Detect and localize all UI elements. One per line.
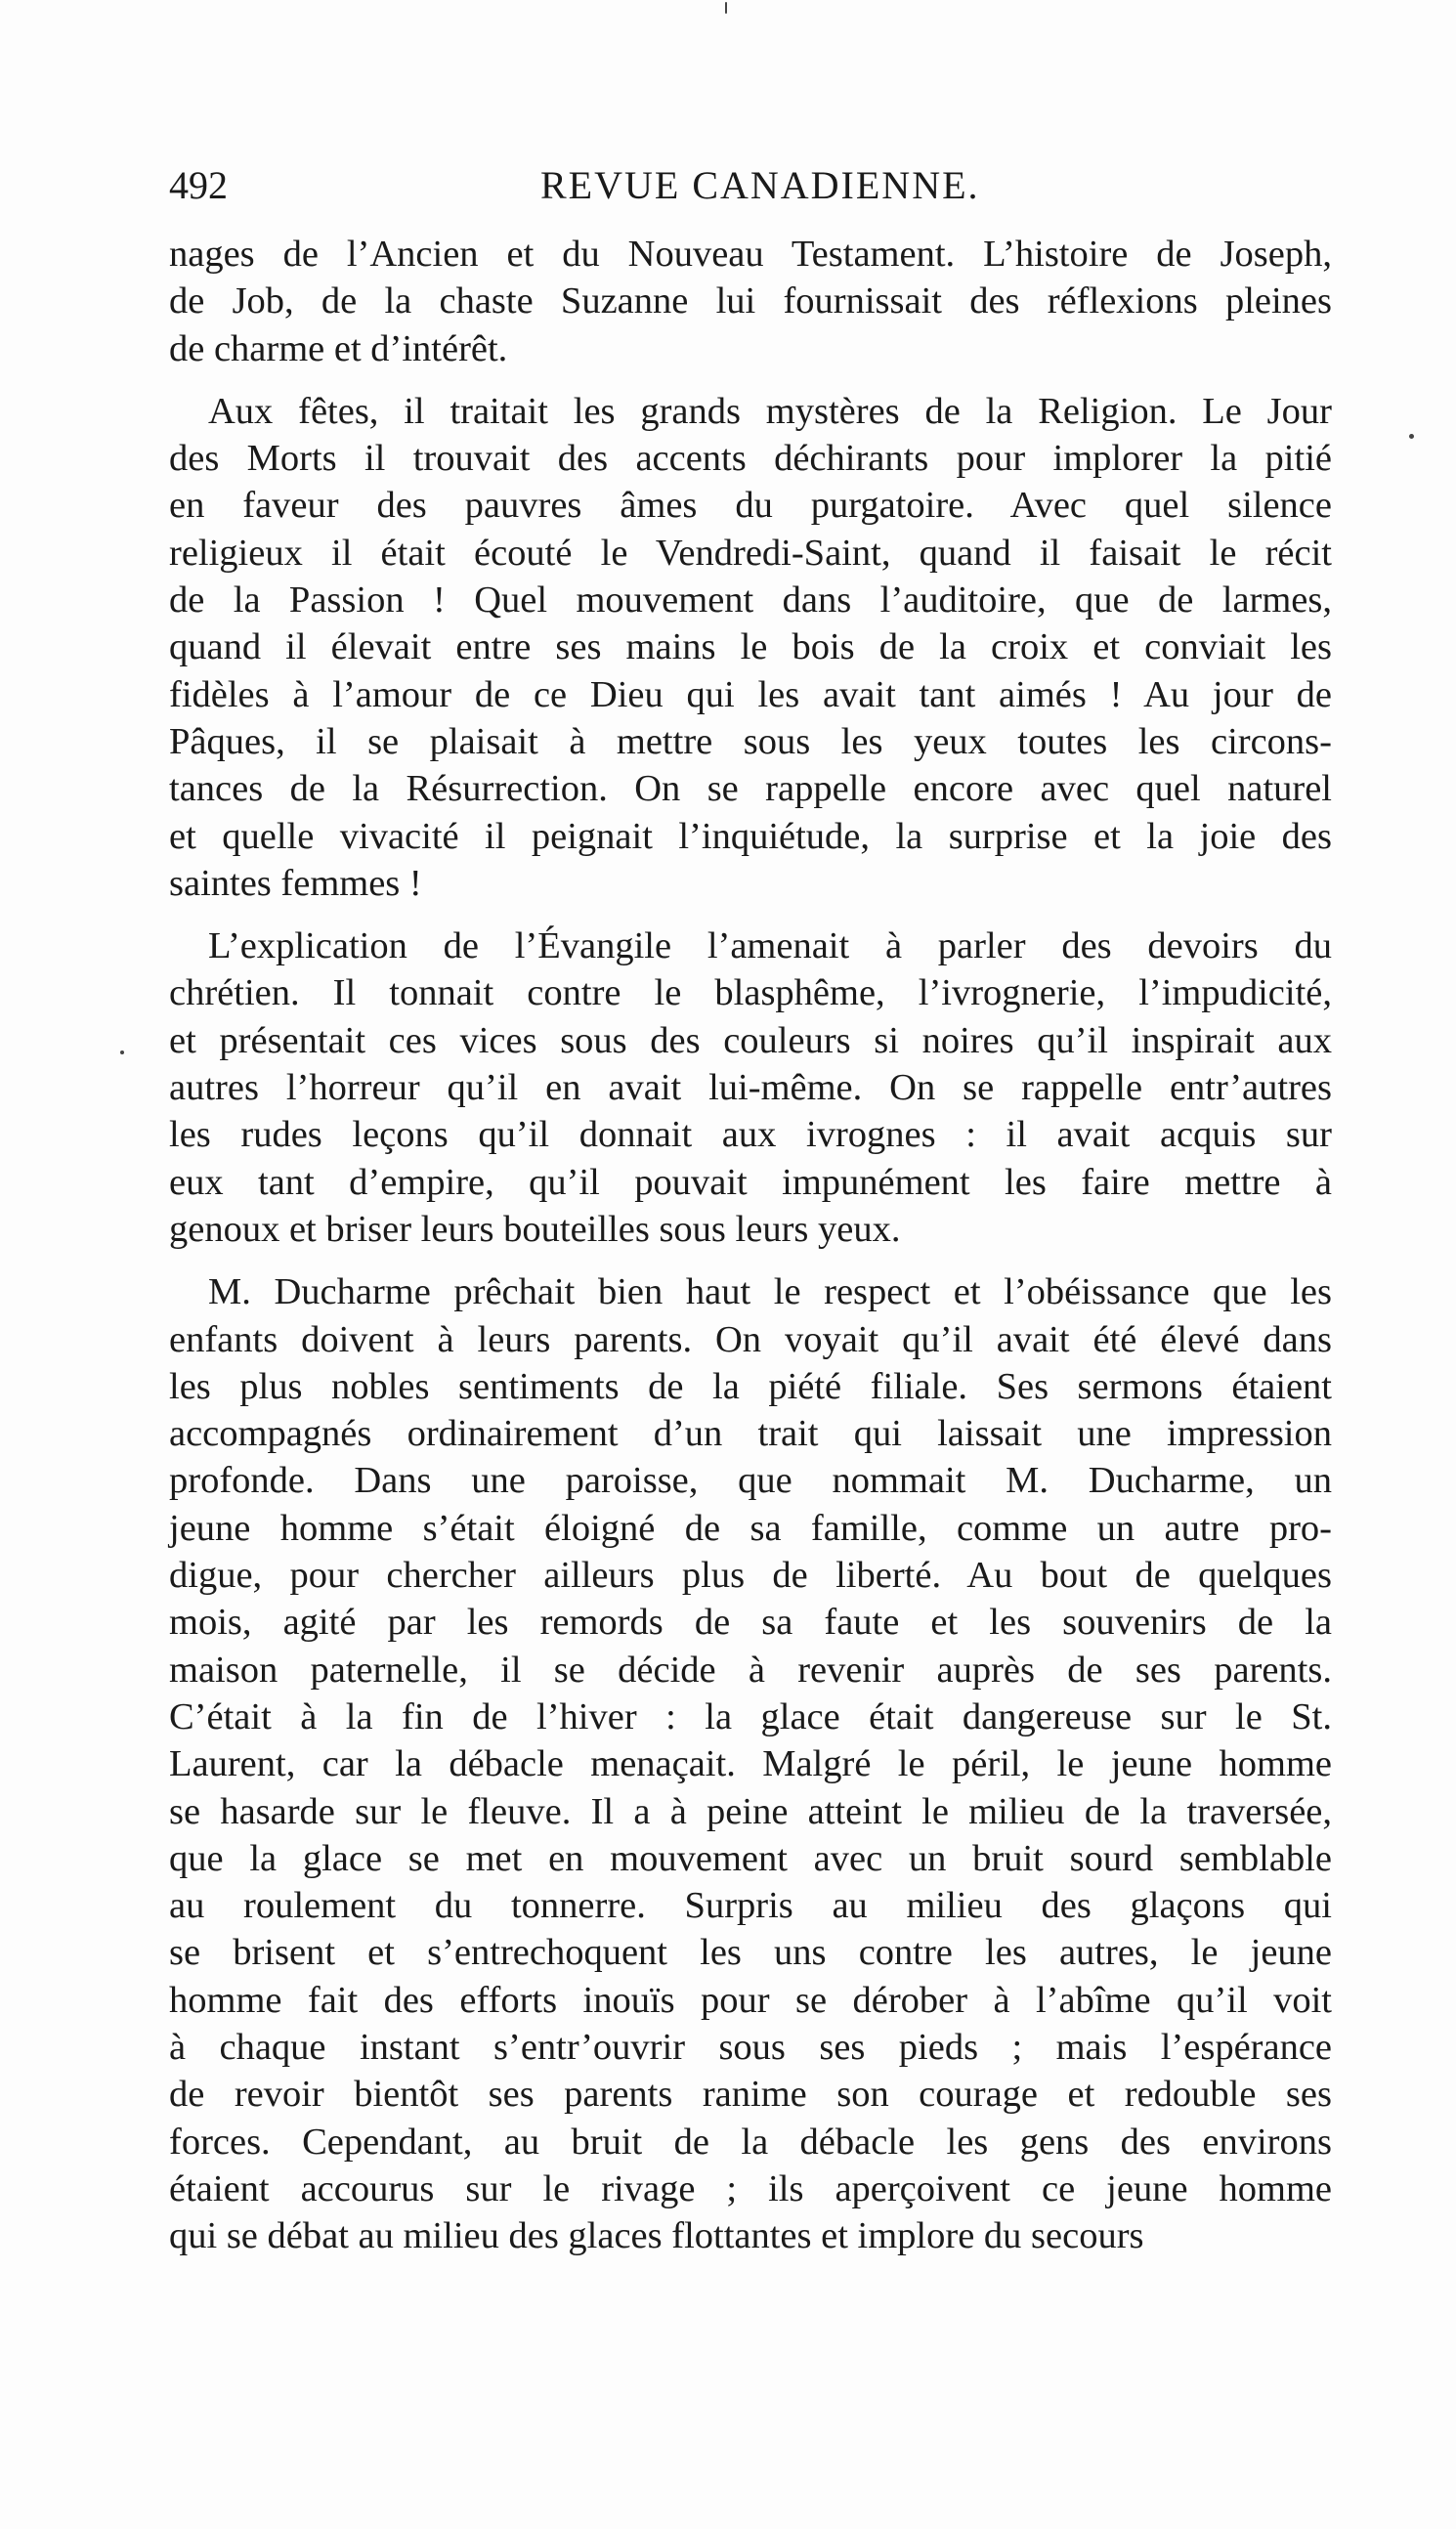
text-line: à chaque instant s’entr’ouvrir sous ses pieds ; mais l’espérance [169,2026,1332,2068]
text-line: enfants doivent à leurs parents. On voyait qu’il avait été élevé dans [169,1318,1332,1360]
text-line: se brisent et s’entrechoquent les uns contre les autres, le jeune [169,1932,1332,1974]
text-line: des Morts il trouvait des accents déchirants pour implorer la pitié [169,438,1332,480]
text-line: qui se débat au milieu des glaces flottantes et implore du secours [169,2215,1144,2257]
text-line: maison paternelle, il se décide à revenir auprès de ses parents. [169,1649,1332,1691]
text-line: genoux et briser leurs bouteilles sous leurs yeux. [169,1208,901,1250]
text-line: forces. Cependant, au bruit de la débacle les gens des environs [169,2121,1332,2163]
text-line: Aux fêtes, il traitait les grands mystères de la Religion. Le Jour [208,390,1332,432]
text-line: se hasarde sur le fleuve. Il a à peine atteint le milieu de la traversée, [169,1790,1332,1832]
text-line: au roulement du tonnerre. Surpris au milieu des glaçons qui [169,1885,1332,1927]
text-line: M. Ducharme prêchait bien haut le respect et l’obéissance que les [208,1271,1332,1313]
text-line: autres l’horreur qu’il en avait lui-même. On se rappelle entr’autres [169,1067,1332,1109]
text-line: saintes femmes ! [169,862,422,904]
text-line: en faveur des pauvres âmes du purgatoire. Avec quel silence [169,485,1332,527]
text-line: Laurent, car la débacle menaçait. Malgré le péril, le jeune homme [169,1743,1332,1785]
text-line: chrétien. Il tonnait contre le blasphême, l’ivrognerie, l’impudicité, [169,972,1332,1014]
ink-speck [725,2,727,14]
text-line: de Job, de la chaste Suzanne lui fournissait des réflexions pleines [169,280,1332,322]
running-head [169,156,1342,215]
text-line: nages de l’Ancien et du Nouveau Testament. L’histoire de Joseph, [169,234,1332,275]
text-line: que la glace se met en mouvement avec un bruit sourd semblable [169,1837,1332,1879]
text-line: les plus nobles sentiments de la piété filiale. Ses sermons étaient [169,1365,1332,1407]
paragraph-3 [169,922,1332,1253]
text-line: digue, pour chercher ailleurs plus de liberté. Au bout de quelques [169,1555,1332,1597]
text-line: étaient accourus sur le rivage ; ils aperçoivent ce jeune homme [169,2167,1332,2209]
text-line: religieux il était écouté le Vendredi-Saint, quand il faisait le récit [169,532,1332,574]
text-line: Pâques, il se plaisait à mettre sous les yeux toutes les circons- [169,720,1332,762]
paragraph-4 [169,1268,1332,2259]
text-line: et présentait ces vices sous des couleurs si noires qu’il inspirait aux [169,1019,1332,1061]
text-line: accompagnés ordinairement d’un trait qui laissait une impression [169,1413,1332,1455]
paragraph-1 [169,231,1332,372]
text-line: de la Passion ! Quel mouvement dans l’auditoire, que de larmes, [169,579,1332,622]
text-line: fidèles à l’amour de ce Dieu qui les avait tant aimés ! Au jour de [169,673,1332,715]
ink-speck [120,1050,124,1054]
body-text [169,231,1332,2259]
text-line: homme fait des efforts inouïs pour se dérober à l’abîme qu’il voit [169,1979,1332,2021]
text-line: de revoir bientôt ses parents ranime son courage et redouble ses [169,2074,1332,2116]
text-line: eux tant d’empire, qu’il pouvait impunément les faire mettre à [169,1161,1332,1203]
text-line: C’était à la fin de l’hiver : la glace était dangereuse sur le St. [169,1695,1332,1737]
paragraph-2 [169,388,1332,907]
text-line: quand il élevait entre ses mains le bois de la croix et conviait les [169,626,1332,668]
text-line: de charme et d’intérêt. [169,327,508,369]
text-line: les rudes leçons qu’il donnait aux ivrognes : il avait acquis sur [169,1114,1332,1156]
text-line: tances de la Résurrection. On se rappelle encore avec quel naturel [169,768,1332,810]
text-line: L’explication de l’Évangile l’amenait à parler des devoirs du [208,925,1332,967]
text-line: jeune homme s’était éloigné de sa famille, comme un autre pro- [169,1507,1332,1549]
journal-title: REVUE CANADIENNE. [540,163,980,207]
text-line: profonde. Dans une paroisse, que nommait M. Ducharme, un [169,1460,1332,1502]
text-line: mois, agité par les remords de sa faute et les souvenirs de la [169,1602,1332,1644]
ink-speck [1409,434,1414,439]
page-number: 492 [169,163,228,207]
text-line: et quelle vivacité il peignait l’inquiétude, la surprise et la joie des [169,815,1332,857]
